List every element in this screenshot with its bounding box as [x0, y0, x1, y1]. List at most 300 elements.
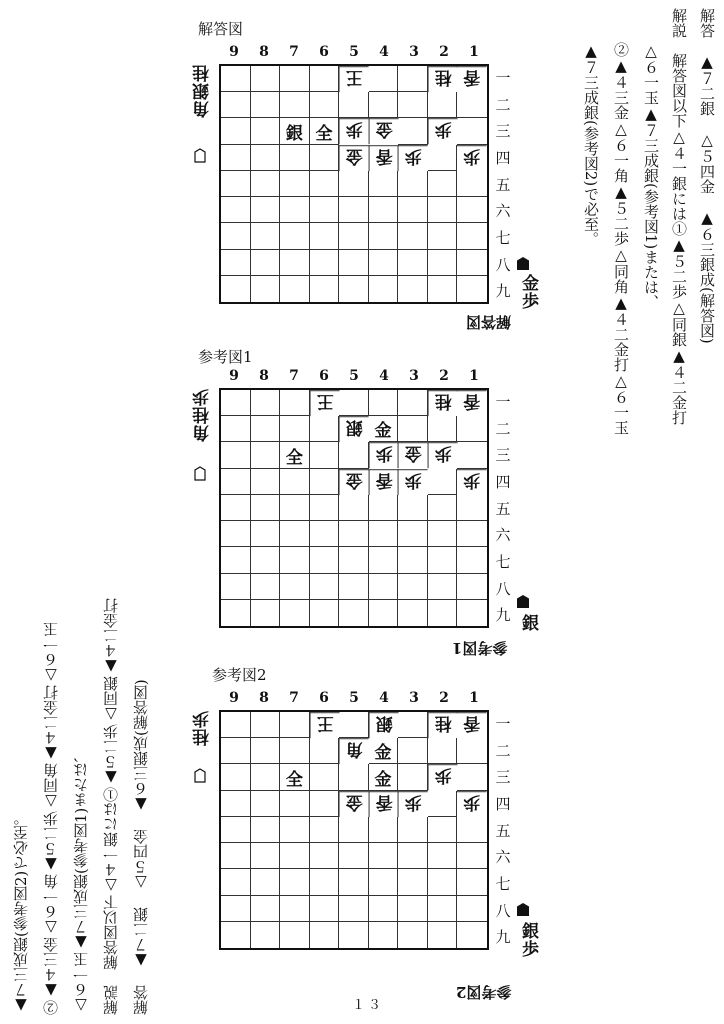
board-square: [310, 416, 340, 442]
row-label: 三: [495, 122, 511, 141]
board-square: [251, 92, 281, 118]
row-label: 九: [495, 282, 511, 301]
board-square: [428, 469, 458, 495]
board-square: [428, 791, 458, 817]
column-label: 4: [379, 44, 389, 60]
board-square: [339, 843, 369, 869]
column-label: 6: [319, 690, 329, 706]
board-square: [221, 250, 251, 276]
board-square: [280, 817, 310, 843]
board-square: [280, 600, 310, 626]
board-square: [221, 521, 251, 547]
gote-piece: 歩: [339, 118, 369, 144]
gote-pentagon-icon: [194, 768, 206, 783]
board-square: [280, 547, 310, 573]
column-label: 1: [469, 368, 479, 384]
board-square: [221, 869, 251, 895]
gote-pentagon-icon: [194, 148, 206, 163]
row-label: 八: [495, 901, 511, 920]
board-square: [428, 92, 458, 118]
board-square: [221, 843, 251, 869]
column-label: 3: [409, 368, 419, 384]
board-square: [398, 171, 428, 197]
board-square: [369, 547, 399, 573]
board-square: [339, 922, 369, 948]
board-square: [398, 712, 428, 738]
board-square: [221, 92, 251, 118]
sente-piece: 全: [280, 442, 310, 468]
sente-piece: 全: [310, 118, 340, 144]
board-square: [457, 495, 487, 521]
gote-piece: 歩: [457, 469, 487, 495]
board-square: [310, 738, 340, 764]
board-square: [221, 896, 251, 922]
board-square: [280, 495, 310, 521]
row-label: 六: [495, 202, 511, 221]
board-square: [369, 896, 399, 922]
board-square: [251, 118, 281, 144]
row-labels: [493, 388, 513, 628]
board-square: [428, 817, 458, 843]
board-square: [369, 197, 399, 223]
board-square: [280, 843, 310, 869]
board-square: [369, 276, 399, 302]
sente-piece: 金: [369, 416, 399, 442]
board-square: [339, 521, 369, 547]
gote-piece: 王: [310, 390, 340, 416]
board-square: [398, 764, 428, 790]
board-square: [251, 197, 281, 223]
board-square: [251, 738, 281, 764]
board-square: [280, 521, 310, 547]
board-square: [251, 469, 281, 495]
board-square: [428, 896, 458, 922]
gote-piece: 歩: [457, 791, 487, 817]
board-square: [280, 197, 310, 223]
flipped-line-1: ▲７三成銀(参考図2)で必至。: [12, 810, 30, 1015]
gote-piece: 歩: [398, 791, 428, 817]
column-label: 9: [229, 44, 239, 60]
board-square: [398, 276, 428, 302]
board-square: [369, 600, 399, 626]
board-square: [428, 276, 458, 302]
column-label: 1: [469, 44, 479, 60]
board-square: [251, 416, 281, 442]
board-square: [369, 250, 399, 276]
gote-piece: 香: [369, 469, 399, 495]
board-square: [457, 250, 487, 276]
board-square: [221, 145, 251, 171]
board-square: [280, 738, 310, 764]
gote-piece: 桂: [428, 390, 458, 416]
board-square: [457, 118, 487, 144]
commentary-line-3: △６一玉▲７三成銀(参考図1)または、: [642, 42, 660, 310]
column-label: 9: [229, 690, 239, 706]
board-square: [251, 145, 281, 171]
board-square: [221, 390, 251, 416]
board-square: [339, 712, 369, 738]
board-square: [280, 223, 310, 249]
board-square: [221, 764, 251, 790]
board-square: [457, 869, 487, 895]
gote-piece: 銀: [369, 712, 399, 738]
board-square: [310, 442, 340, 468]
board-square: [339, 390, 369, 416]
board-square: [339, 495, 369, 521]
row-label: 八: [495, 579, 511, 598]
flipped-caption: 参考図2: [456, 983, 512, 1001]
gote-piece: 歩: [369, 442, 399, 468]
board-square: [221, 276, 251, 302]
column-labels: [219, 44, 489, 60]
board-square: [310, 764, 340, 790]
gote-piece: 香: [457, 712, 487, 738]
gote-piece: 歩: [428, 118, 458, 144]
board-square: [398, 118, 428, 144]
row-label: 三: [495, 446, 511, 465]
board-square: [221, 547, 251, 573]
board-square: [398, 817, 428, 843]
board-square: [398, 922, 428, 948]
board-square: [339, 547, 369, 573]
board-square: [457, 197, 487, 223]
board-square: [398, 738, 428, 764]
board-square: [398, 66, 428, 92]
board-square: [398, 600, 428, 626]
board-square: [251, 276, 281, 302]
row-label: 四: [495, 148, 511, 167]
board-square: [251, 869, 281, 895]
board-square: [339, 223, 369, 249]
gote-pentagon-icon: [194, 466, 206, 481]
column-label: 8: [259, 690, 269, 706]
board-square: [310, 843, 340, 869]
row-label: 八: [495, 255, 511, 274]
flipped-line-5: 解答 ▲７二銀 △５四金 ▲６三銀成(解答図): [132, 679, 150, 1015]
board-square: [339, 764, 369, 790]
board-square: [428, 197, 458, 223]
sente-pentagon-icon: [516, 594, 530, 609]
row-label: 九: [495, 606, 511, 625]
board-square: [398, 869, 428, 895]
column-label: 9: [229, 368, 239, 384]
board-square: [251, 547, 281, 573]
flipped-line-3: △６一玉▲７三成銀(参考図1)または、: [72, 747, 90, 1015]
gote-piece: 桂: [428, 712, 458, 738]
gote-piece: 歩: [428, 442, 458, 468]
board-square: [280, 66, 310, 92]
board-square: [457, 817, 487, 843]
board-square: [398, 416, 428, 442]
board-square: [310, 521, 340, 547]
board-square: [280, 869, 310, 895]
board-square: [339, 442, 369, 468]
board-square: [457, 600, 487, 626]
row-labels: [493, 64, 513, 304]
gote-piece: 角: [339, 738, 369, 764]
board-square: [310, 791, 340, 817]
shogi-board: [219, 388, 489, 628]
board-square: [280, 250, 310, 276]
row-label: 一: [495, 68, 511, 87]
board-square: [280, 416, 310, 442]
commentary-line-5: ▲７三成銀(参考図2)で必至。: [582, 42, 600, 247]
board-square: [457, 922, 487, 948]
board-square: [339, 600, 369, 626]
board-square: [280, 145, 310, 171]
board-square: [339, 197, 369, 223]
row-label: 二: [495, 741, 511, 760]
board-square: [398, 250, 428, 276]
sente-pentagon-icon: [516, 902, 530, 917]
row-label: 二: [495, 419, 511, 438]
board-square: [310, 574, 340, 600]
sente-piece: 金: [369, 764, 399, 790]
board-square: [428, 922, 458, 948]
board-square: [310, 66, 340, 92]
board-square: [457, 416, 487, 442]
board-square: [369, 574, 399, 600]
board-square: [339, 250, 369, 276]
board-square: [369, 843, 399, 869]
board-square: [369, 171, 399, 197]
board-square: [310, 547, 340, 573]
gote-piece: 金: [398, 442, 428, 468]
board-square: [251, 791, 281, 817]
diagram-title: 参考図1: [198, 348, 253, 366]
board-square: [428, 547, 458, 573]
board-square: [251, 922, 281, 948]
board-square: [251, 574, 281, 600]
commentary-left-flipped: [8, 440, 158, 1015]
board-square: [221, 66, 251, 92]
row-label: 九: [495, 928, 511, 947]
sente-piece: 全: [280, 764, 310, 790]
board-square: [251, 223, 281, 249]
board-square: [428, 223, 458, 249]
diagram-title: 解答図: [198, 20, 244, 38]
board-square: [310, 869, 340, 895]
column-label: 4: [379, 690, 389, 706]
board-square: [339, 574, 369, 600]
board-square: [221, 118, 251, 144]
board-square: [251, 171, 281, 197]
board-square: [310, 197, 340, 223]
board-square: [310, 495, 340, 521]
gote-piece: 金: [339, 791, 369, 817]
gote-piece: 王: [310, 712, 340, 738]
sente-hand-pieces: 銀: [518, 614, 538, 632]
column-label: 6: [319, 44, 329, 60]
board-square: [428, 869, 458, 895]
board-square: [428, 250, 458, 276]
board-square: [280, 276, 310, 302]
board-square: [310, 92, 340, 118]
row-label: 七: [495, 874, 511, 893]
column-labels: [219, 368, 489, 384]
board-square: [221, 442, 251, 468]
board-square: [398, 896, 428, 922]
gote-piece: 王: [339, 66, 369, 92]
board-square: [457, 738, 487, 764]
board-square: [310, 600, 340, 626]
board-square: [428, 600, 458, 626]
diagram-reference-2: [190, 664, 720, 1001]
board-square: [398, 223, 428, 249]
board-square: [221, 416, 251, 442]
gote-piece: 銀: [339, 416, 369, 442]
column-label: 3: [409, 44, 419, 60]
shogi-board: [219, 64, 489, 304]
board-square: [457, 764, 487, 790]
board-square: [251, 896, 281, 922]
row-label: 五: [495, 821, 511, 840]
board-square: [310, 223, 340, 249]
board-square: [457, 547, 487, 573]
gote-hand-pieces: 角桂歩: [193, 388, 213, 442]
board-square: [369, 92, 399, 118]
column-label: 1: [469, 690, 479, 706]
column-label: 6: [319, 368, 329, 384]
board-square: [280, 712, 310, 738]
board-square: [251, 600, 281, 626]
gote-piece: 香: [457, 66, 487, 92]
board-square: [221, 712, 251, 738]
column-label: 7: [289, 368, 299, 384]
column-label: 5: [349, 690, 359, 706]
board-square: [310, 469, 340, 495]
gote-piece: 金: [369, 118, 399, 144]
board-square: [280, 791, 310, 817]
board-square: [369, 922, 399, 948]
board-square: [457, 843, 487, 869]
board-square: [398, 574, 428, 600]
gote-piece: 金: [339, 469, 369, 495]
page-number: １３: [352, 998, 385, 1013]
board-square: [251, 442, 281, 468]
board-square: [310, 276, 340, 302]
gote-piece: 香: [369, 145, 399, 171]
row-label: 五: [495, 499, 511, 518]
board-square: [428, 574, 458, 600]
board-square: [221, 171, 251, 197]
board-square: [457, 521, 487, 547]
board-square: [369, 817, 399, 843]
column-labels: [219, 690, 489, 706]
board-square: [398, 92, 428, 118]
board-square: [339, 817, 369, 843]
board-square: [251, 250, 281, 276]
gote-piece: 香: [369, 791, 399, 817]
board-square: [457, 574, 487, 600]
board-square: [428, 521, 458, 547]
board-square: [251, 66, 281, 92]
board-square: [251, 764, 281, 790]
board-square: [428, 145, 458, 171]
board-square: [251, 712, 281, 738]
row-label: 七: [495, 228, 511, 247]
board-square: [280, 574, 310, 600]
board-square: [398, 843, 428, 869]
sente-hand-pieces: 金歩: [518, 274, 538, 310]
sente-pentagon-icon: [516, 256, 530, 271]
flipped-line-4: 解説 解答図以下△４一銀には①▲５二歩△同銀▲４二金打: [102, 598, 120, 1015]
board-square: [280, 469, 310, 495]
board-square: [280, 922, 310, 948]
board-square: [428, 416, 458, 442]
commentary-line-4: ②▲４三金△６一角▲５二歩△同角▲４二金打△６一玉: [612, 42, 630, 435]
board-square: [280, 390, 310, 416]
board-square: [221, 574, 251, 600]
row-label: 五: [495, 175, 511, 194]
shogi-board: [219, 710, 489, 950]
flipped-caption: 解答図: [466, 313, 512, 331]
board-square: [369, 869, 399, 895]
board-square: [398, 390, 428, 416]
board-square: [457, 896, 487, 922]
board-square: [221, 738, 251, 764]
board-square: [428, 738, 458, 764]
row-label: 六: [495, 848, 511, 867]
board-square: [310, 250, 340, 276]
board-square: [221, 223, 251, 249]
board-square: [310, 922, 340, 948]
board-square: [221, 469, 251, 495]
diagram-title: 参考図2: [212, 666, 267, 684]
row-label: 一: [495, 392, 511, 411]
board-square: [457, 276, 487, 302]
gote-piece: 歩: [457, 145, 487, 171]
row-label: 二: [495, 95, 511, 114]
flipped-line-2: ②▲４三金△６一角▲５二歩△同角▲４二金打△６一玉: [42, 622, 60, 1015]
board-square: [339, 276, 369, 302]
gote-hand-pieces: 角銀桂: [193, 64, 213, 118]
gote-piece: 香: [457, 390, 487, 416]
column-label: 5: [349, 44, 359, 60]
board-square: [339, 92, 369, 118]
board-square: [428, 843, 458, 869]
board-square: [280, 896, 310, 922]
board-square: [280, 171, 310, 197]
board-square: [369, 390, 399, 416]
sente-piece: 金: [369, 738, 399, 764]
board-square: [251, 495, 281, 521]
gote-piece: 歩: [398, 469, 428, 495]
board-square: [251, 843, 281, 869]
gote-hand-pieces: 桂歩: [193, 710, 213, 746]
board-square: [221, 791, 251, 817]
diagram-reference-1: [190, 346, 720, 666]
board-square: [457, 171, 487, 197]
row-label: 一: [495, 714, 511, 733]
column-label: 7: [289, 690, 299, 706]
commentary-line-2: 解説 解答図以下△４一銀には①▲５二歩△同銀▲４二金打: [670, 8, 688, 425]
column-label: 2: [439, 44, 449, 60]
column-label: 2: [439, 690, 449, 706]
board-square: [310, 817, 340, 843]
gote-piece: 金: [339, 145, 369, 171]
board-square: [369, 495, 399, 521]
commentary-line-1: 解答 ▲７二銀 △５四金 ▲６三銀成(解答図): [698, 8, 716, 344]
board-square: [310, 171, 340, 197]
row-label: 三: [495, 768, 511, 787]
board-square: [457, 442, 487, 468]
row-label: 七: [495, 552, 511, 571]
column-label: 7: [289, 44, 299, 60]
board-square: [457, 92, 487, 118]
board-square: [398, 547, 428, 573]
row-labels: [493, 710, 513, 950]
